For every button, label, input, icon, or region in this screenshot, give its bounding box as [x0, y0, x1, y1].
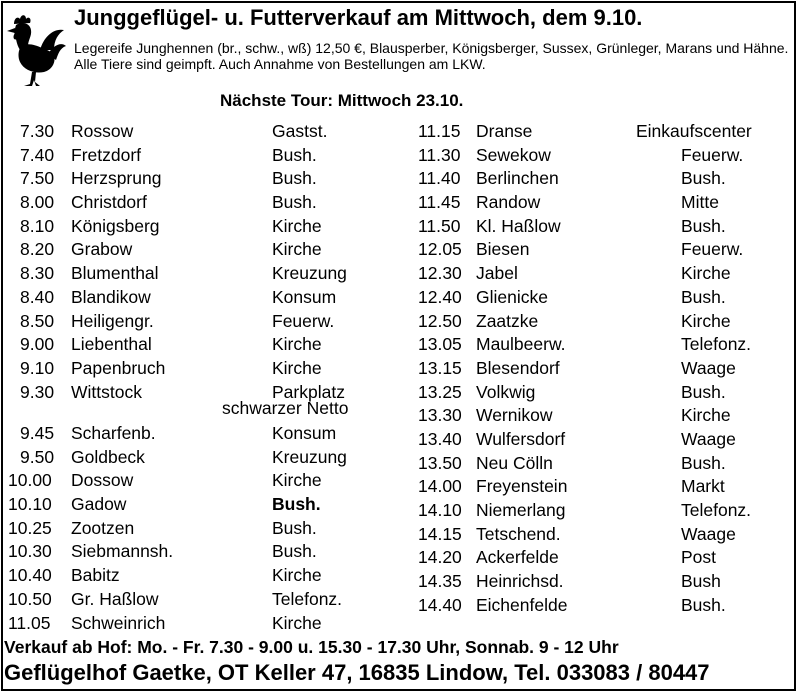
schedule-row [418, 594, 793, 618]
farm-address: Geflügelhof Gaetke, OT Keller 47, 16835 Lindow, Tel. 033083 / 80447 [4, 660, 710, 685]
stop-time: 8.10 [20, 215, 55, 236]
stop-time: 10.30 [8, 541, 52, 562]
meeting-point: Kirche [272, 470, 322, 491]
stop-place: Randow [476, 192, 541, 213]
stop-place: Herzsprung [71, 168, 162, 189]
stop-time: 10.00 [8, 470, 52, 491]
stop-place: Glienicke [476, 286, 548, 307]
schedule-row [418, 333, 793, 357]
meeting-point: Bush. [681, 594, 726, 615]
stop-time: 10.10 [8, 494, 52, 515]
stop-time: 10.25 [8, 517, 52, 538]
stop-time: 13.15 [418, 357, 462, 378]
schedule-row [418, 357, 793, 381]
stop-time: 9.10 [20, 357, 55, 378]
stop-time: 8.00 [20, 192, 55, 213]
meeting-point: Bush. [681, 215, 726, 236]
stop-place: Freyenstein [476, 476, 568, 497]
stop-time: 9.30 [20, 381, 55, 402]
stop-time: 8.50 [20, 310, 55, 331]
meeting-point: Mitte [681, 192, 719, 213]
meeting-point: Bush. [272, 494, 321, 515]
schedule-row [20, 215, 400, 239]
meeting-point: Bush. [272, 517, 317, 538]
schedule-row [8, 540, 400, 564]
stop-place: Goldbeck [71, 446, 145, 467]
description: Legereife Junghennen (br., schw., wß) 12,50 €, Blausperber, Königsberger, Sussex, Grünleger, Marans und Hähne. Alle Tiere sind geimpft. Auch Annahme von Bestellungen am LKW. [74, 40, 789, 72]
stop-time: 12.30 [418, 263, 462, 284]
meeting-point: Kirche [272, 565, 322, 586]
stop-time: 7.40 [20, 144, 55, 165]
stop-time: 13.50 [418, 452, 462, 473]
meeting-point: Feuerw. [272, 310, 335, 331]
stop-time: 13.30 [418, 405, 462, 426]
stop-place: Volkwig [476, 381, 536, 402]
meeting-point: Kirche [272, 612, 322, 633]
stop-place: Rossow [71, 121, 134, 141]
stop-place: Blumenthal [71, 263, 159, 284]
stop-place: Blandikow [71, 286, 151, 307]
stop-place: Wittstock [71, 381, 142, 402]
schedule-row [418, 381, 793, 405]
meeting-point: Bush. [681, 452, 726, 473]
schedule-row [418, 546, 793, 570]
schedule-row [418, 404, 793, 428]
schedule-row [418, 452, 793, 476]
schedule-row [418, 215, 793, 239]
stop-place: Heiligengr. [71, 310, 154, 331]
stop-place: Berlinchen [476, 168, 559, 189]
stop-place: Neu Cölln [476, 452, 553, 473]
schedule-row [20, 333, 400, 357]
stop-time: 13.25 [418, 381, 462, 402]
stop-time: 8.40 [20, 286, 55, 307]
stop-place: Wulfersdorf [476, 428, 566, 449]
stop-place: Tetschend. [476, 523, 561, 544]
stop-time: 8.30 [20, 263, 55, 284]
stop-place: Zaatzke [476, 310, 539, 331]
meeting-point: Parkplatz [272, 381, 345, 402]
schedule-row [418, 262, 793, 286]
meeting-point: Bush. [681, 381, 726, 402]
schedule-row [418, 428, 793, 452]
stop-time: 11.05 [8, 612, 51, 633]
schedule-row [20, 144, 400, 168]
stop-time: 8.20 [20, 239, 55, 260]
stop-place: Schweinrich [71, 612, 166, 633]
schwarzer-netto-note: schwarzer Netto [222, 398, 349, 418]
schedule-row [20, 310, 400, 334]
meeting-point: Bush. [681, 168, 726, 189]
stop-time: 14.20 [418, 547, 462, 568]
meeting-point: Bush. [272, 192, 317, 213]
stop-time: 11.40 [418, 168, 461, 189]
stop-time: 12.50 [418, 310, 462, 331]
schedule-row [418, 120, 793, 144]
stop-time: 14.40 [418, 594, 462, 615]
schedule-row [418, 167, 793, 191]
stop-place: Kl. Haßlow [476, 215, 561, 236]
meeting-point: Telefonz. [272, 588, 343, 609]
schedule-row [418, 191, 793, 215]
schedule-row [418, 310, 793, 334]
stop-time: 14.15 [418, 523, 462, 544]
stop-place: Ackerfelde [476, 547, 559, 568]
schedule-row [418, 499, 793, 523]
stop-place: Heinrichsd. [476, 571, 564, 592]
schedule-row [20, 357, 400, 381]
stop-place: Fretzdorf [71, 144, 142, 165]
stop-time: 13.05 [418, 334, 462, 355]
stop-place: Dossow [71, 470, 134, 491]
stop-place: Eichenfelde [476, 594, 568, 615]
stop-time: 9.00 [20, 334, 55, 355]
meeting-point: Markt [681, 476, 725, 497]
meeting-point: Kreuzung [272, 263, 347, 284]
schedule-row [20, 422, 400, 446]
stop-place: Sewekow [476, 144, 551, 165]
stop-time: 13.40 [418, 428, 462, 449]
stop-place: Gadow [71, 494, 127, 515]
stop-time: 11.45 [418, 192, 461, 213]
meeting-point: Kirche [681, 310, 731, 331]
schedule-left-column-2 [8, 422, 400, 635]
stop-place: Papenbruch [71, 357, 166, 378]
schedule-row [8, 493, 400, 517]
stop-time: 10.40 [8, 565, 52, 586]
stop-place: Blesendorf [476, 357, 560, 378]
schedule-row [20, 238, 400, 262]
stop-place: Biesen [476, 239, 530, 260]
schedule-row [8, 612, 400, 636]
schedule-row [20, 191, 400, 215]
schedule-row [418, 475, 793, 499]
meeting-point: Feuerw. [681, 239, 744, 260]
stop-time: 14.10 [418, 500, 462, 520]
rooster-icon [4, 10, 66, 90]
meeting-point: Bush. [272, 541, 317, 562]
schedule-row [8, 469, 400, 493]
stop-place: Niemerlang [476, 500, 566, 520]
stop-time: 11.15 [418, 121, 461, 141]
stop-time: 9.50 [20, 446, 55, 467]
meeting-point: Einkaufscenter [636, 121, 752, 141]
stop-time: 14.00 [418, 476, 462, 497]
stop-place: Scharfenb. [71, 423, 156, 443]
stop-time: 7.50 [20, 168, 55, 189]
meeting-point: Post [681, 547, 717, 568]
meeting-point: Kirche [272, 215, 322, 236]
meeting-point: Kirche [681, 263, 731, 284]
meeting-point: Kirche [681, 405, 731, 426]
meeting-point: Kirche [272, 334, 322, 355]
meeting-point: Kirche [272, 357, 322, 378]
stop-time: 10.50 [8, 588, 52, 609]
meeting-point: Waage [681, 428, 736, 449]
schedule-row [20, 120, 400, 144]
stop-place: Siebmannsh. [71, 541, 174, 562]
headline: Junggeflügel- u. Futterverkauf am Mittwoch, dem 9.10. [74, 5, 643, 30]
schedule-row [20, 286, 400, 310]
meeting-point: Telefonz. [681, 500, 752, 520]
schedule-row [8, 588, 400, 612]
schedule-row [418, 286, 793, 310]
stop-time: 9.45 [20, 423, 55, 443]
meeting-point: Bush. [272, 168, 317, 189]
stop-place: Gr. Haßlow [71, 588, 159, 609]
stop-time: 12.40 [418, 286, 462, 307]
stop-place: Dranse [476, 121, 533, 141]
farm-hours: Verkauf ab Hof: Mo. - Fr. 7.30 - 9.00 u. 15.30 - 17.30 Uhr, Sonnab. 9 - 12 Uhr [4, 637, 619, 657]
stop-time: 12.05 [418, 239, 462, 260]
schedule-left-column [20, 120, 400, 404]
meeting-point: Waage [681, 357, 736, 378]
schedule-row [418, 570, 793, 594]
stop-place: Grabow [71, 239, 133, 260]
meeting-point: Gastst. [272, 121, 328, 141]
stop-place: Liebenthal [71, 334, 152, 355]
stop-place: Christdorf [71, 192, 147, 213]
meeting-point: Konsum [272, 423, 337, 443]
meeting-point: Telefonz. [681, 334, 752, 355]
stop-place: Maulbeerw. [476, 334, 566, 355]
stop-place: Jabel [476, 263, 518, 284]
meeting-point: Waage [681, 523, 736, 544]
schedule-row [20, 167, 400, 191]
stop-place: Babitz [71, 565, 120, 586]
schedule-right-column [418, 120, 793, 617]
schedule-row [20, 262, 400, 286]
schedule-row [418, 523, 793, 547]
stop-time: 11.30 [418, 144, 461, 165]
schedule-row [20, 446, 400, 470]
next-tour: Nächste Tour: Mittwoch 23.10. [220, 91, 464, 110]
schedule-row [418, 144, 793, 168]
stop-place: Wernikow [476, 405, 553, 426]
meeting-point: Kirche [272, 239, 322, 260]
stop-time: 14.35 [418, 571, 462, 592]
stop-time: 7.30 [20, 121, 55, 141]
schedule-row [8, 564, 400, 588]
stop-time: 11.50 [418, 215, 461, 236]
meeting-point: Bush. [681, 286, 726, 307]
stop-place: Königsberg [71, 215, 160, 236]
meeting-point: Feuerw. [681, 144, 744, 165]
schedule-row [8, 517, 400, 541]
stop-place: Zootzen [71, 517, 135, 538]
meeting-point: Kreuzung [272, 446, 347, 467]
meeting-point: Bush [681, 571, 721, 592]
schedule-row [418, 238, 793, 262]
meeting-point: Bush. [272, 144, 317, 165]
meeting-point: Konsum [272, 286, 337, 307]
